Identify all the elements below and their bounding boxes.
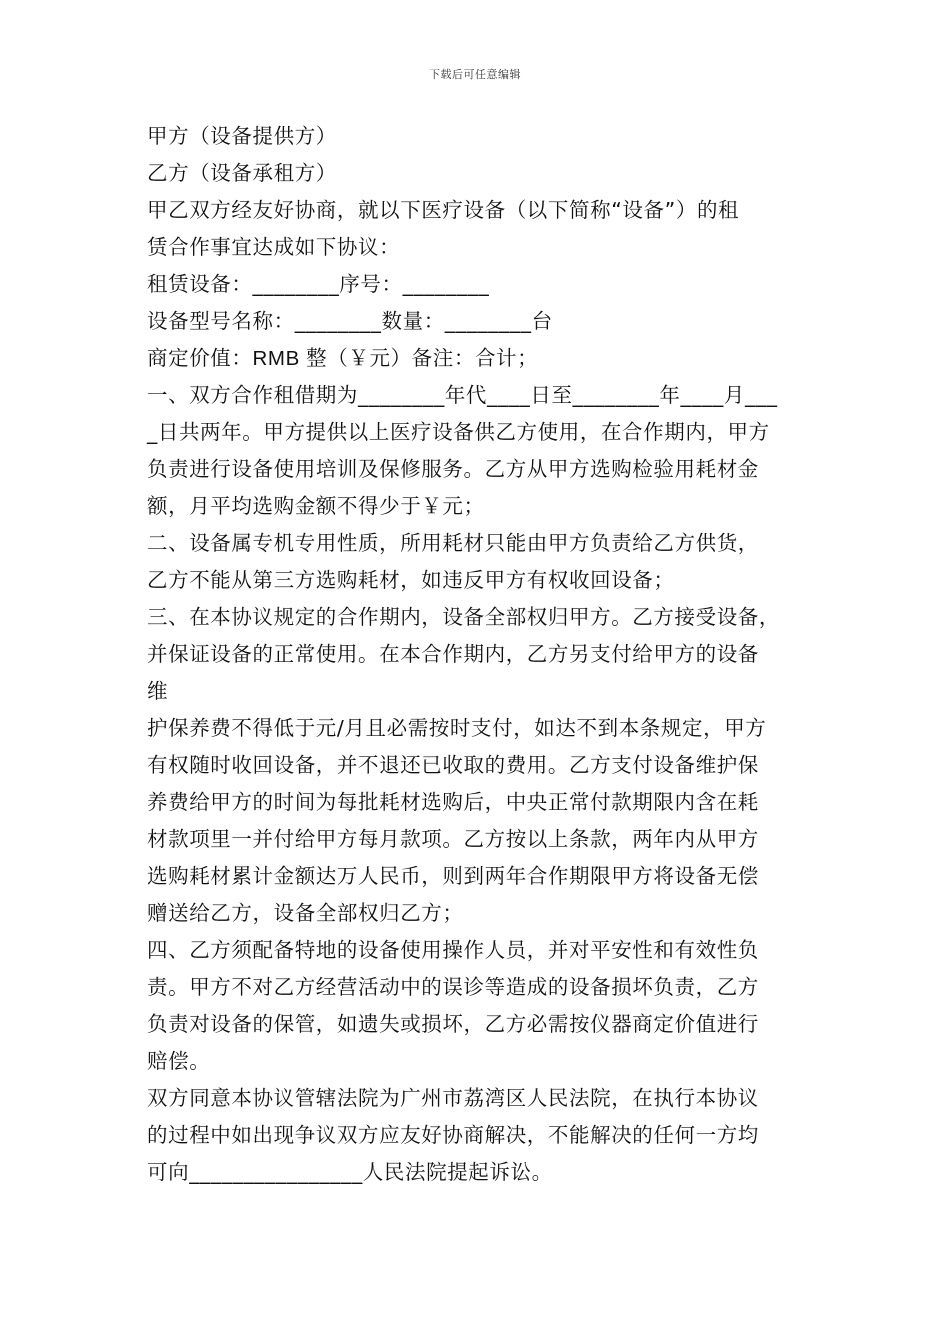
- preamble-line-1: 甲乙双方经友好协商，就以下医疗设备（以下简称“设备”）的租: [147, 198, 740, 222]
- clause-4-line-4: 赔偿。: [147, 1049, 211, 1073]
- clause-3-line-7: 材款项里一并付给甲方每月款项。乙方按以上条款，两年内从甲方: [147, 827, 759, 851]
- party-b-line: 乙方（设备承租方）: [147, 161, 337, 185]
- clause-1-line-4: 额，月平均选购金额不得少于￥元；: [147, 494, 485, 518]
- document-body: [147, 118, 817, 1191]
- clause-3-line-5: 有权随时收回设备，并不退还已收取的费用。乙方支付设备维护保: [147, 753, 759, 777]
- party-a-line: 甲方（设备提供方）: [147, 124, 337, 148]
- equipment-serial-line: 租赁设备：________序号：________: [147, 272, 490, 296]
- clause-3-line-1: 三、在本协议规定的合作期内，设备全部权归甲方。乙方接受设备，: [147, 605, 780, 629]
- clause-2-line-1: 二、设备属专机专用性质，所用耗材只能由甲方负责给乙方供货，: [147, 531, 759, 555]
- clause-1-line-2: _日共两年。甲方提供以上医疗设备供乙方使用，在合作期内，甲方: [147, 420, 770, 444]
- clause-3-line-2: 并保证设备的正常使用。在本合作期内，乙方另支付给甲方的设备: [147, 642, 759, 666]
- page-header: 下载后可任意编辑: [429, 68, 521, 81]
- jurisdiction-line-2: 的过程中如出现争议双方应友好协商解决，不能解决的任何一方均: [147, 1123, 759, 1147]
- clause-2-line-2: 乙方不能从第三方选购耗材，如违反甲方有权收回设备；: [147, 568, 675, 592]
- clause-3-line-3: 维: [147, 679, 169, 703]
- agreed-value-line: 商定价值：RMB 整（￥元）备注：合计；: [147, 347, 539, 370]
- clause-1-line-3: 负责进行设备使用培训及保修服务。乙方从甲方选购检验用耗材金: [147, 457, 759, 481]
- jurisdiction-line-3: 可向________________人民法院提起诉讼。: [147, 1160, 553, 1184]
- clause-1-line-1: 一、双方合作租借期为________年代____日至________年____月___: [147, 383, 778, 407]
- clause-3-line-9: 赠送给乙方，设备全部权归乙方；: [147, 901, 464, 925]
- clause-3-line-6: 养费给甲方的时间为每批耗材选购后，中央正常付款期限内含在耗: [147, 790, 759, 814]
- clause-3-line-4: 护保养费不得低于元/月且必需按时支付，如达不到本条规定，甲方: [147, 716, 767, 740]
- preamble-line-2: 赁合作事宜达成如下协议：: [147, 235, 401, 259]
- jurisdiction-line-1: 双方同意本协议管辖法院为广州市荔湾区人民法院，在执行本协议: [147, 1086, 759, 1110]
- clause-4-line-1: 四、乙方须配备特地的设备使用操作人员，并对平安性和有效性负: [147, 938, 759, 962]
- clause-4-line-3: 负责对设备的保管，如遗失或损坏，乙方必需按仪器商定价值进行: [147, 1012, 759, 1036]
- clause-3-line-8: 选购耗材累计金额达万人民币，则到两年合作期限甲方将设备无偿: [147, 864, 759, 888]
- clause-4-line-2: 责。甲方不对乙方经营活动中的误诊等造成的设备损坏负责，乙方: [147, 975, 759, 999]
- model-quantity-line: 设备型号名称：________数量：________台: [147, 309, 553, 333]
